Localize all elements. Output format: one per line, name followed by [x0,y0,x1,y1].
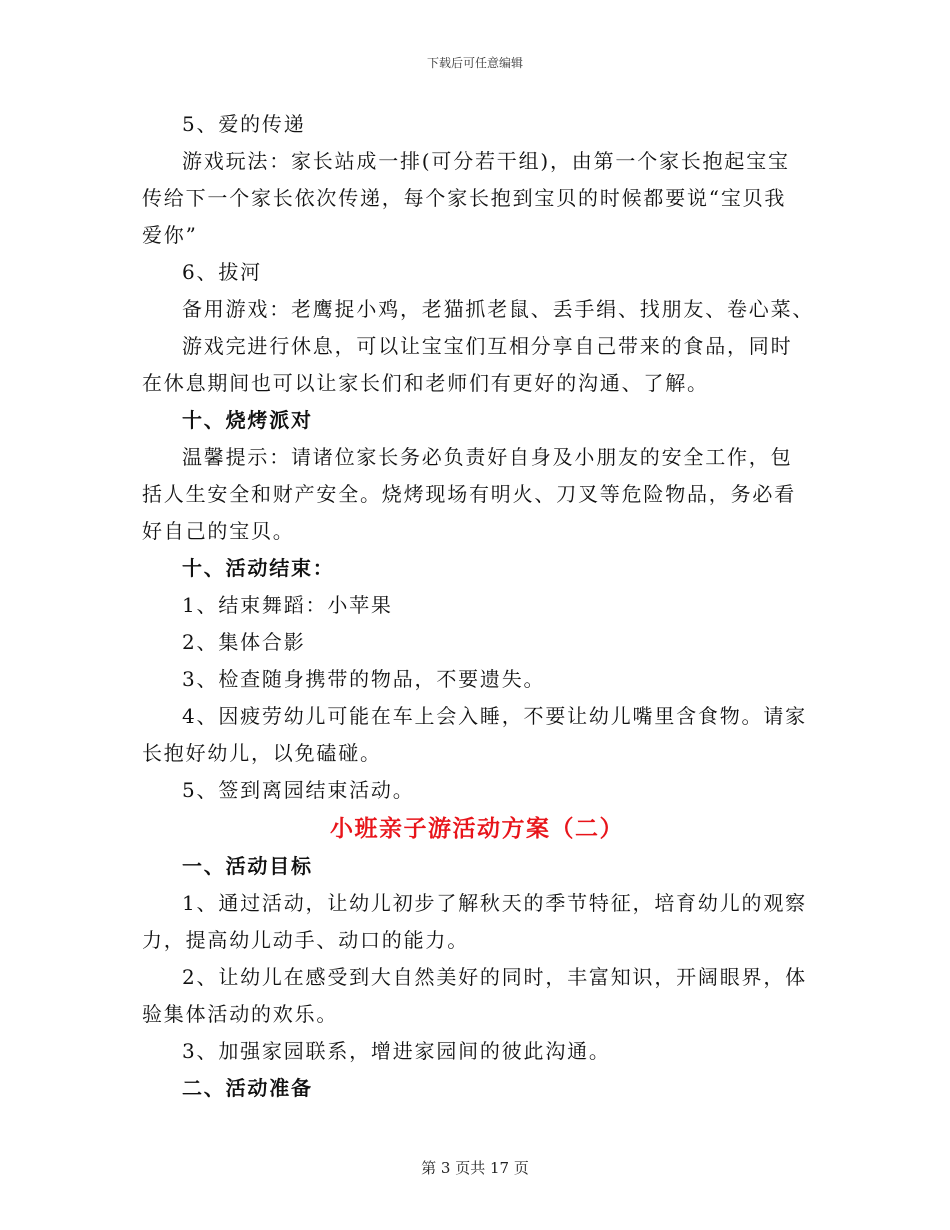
section-heading: 二、活动准备 [182,1076,313,1100]
section-heading: 十、活动结束： [182,556,335,580]
paragraph-line: 备用游戏：老鹰捉小鸡，老猫抓老鼠、丢手绢、找朋友、卷心菜、 [182,297,815,321]
paragraph-line: 温馨提示：请诸位家长务必负责好自身及小朋友的安全工作，包 [182,445,793,469]
paragraph-line: 力，提高幼儿动手、动口的能力。 [142,928,469,952]
list-item: 1、通过活动，让幼儿初步了解秋天的季节特征，培育幼儿的观察 [182,891,807,915]
paragraph-line: 传给下一个家长依次传递，每个家长抱到宝贝的时候都要说“宝贝我 [142,186,787,210]
paragraph-line: 长抱好幼儿，以免磕碰。 [142,741,382,765]
paragraph-line: 爱你” [142,223,198,247]
list-item: 3、检查随身携带的物品，不要遗失。 [182,667,546,691]
paragraph-line: 在休息期间也可以让家长们和老师们有更好的沟通、了解。 [142,371,709,395]
document-body [142,106,815,1107]
list-item: 4、因疲劳幼儿可能在车上会入睡，不要让幼儿嘴里含食物。请家 [182,704,807,728]
page-footer: 第 3 页共 17 页 [421,1159,529,1177]
list-item: 1、结束舞蹈：小苹果 [182,593,393,617]
paragraph-line: 好自己的宝贝。 [142,519,295,543]
section-heading: 一、活动目标 [182,854,313,878]
section-heading: 十、烧烤派对 [182,408,313,432]
item-heading: 6、拔河 [182,260,262,284]
list-item: 3、加强家园联系，增进家园间的彼此沟通。 [182,1039,611,1063]
paragraph-line: 游戏玩法：家长站成一排(可分若干组)，由第一个家长抱起宝宝 [182,149,790,173]
paragraph-line: 游戏完进行休息，可以让宝宝们互相分享自己带来的食品，同时 [182,334,793,358]
list-item: 2、集体合影 [182,630,306,654]
list-item: 2、让幼儿在感受到大自然美好的同时，丰富知识，开阔眼界，体 [182,965,807,989]
page-header: 下载后可任意编辑 [426,56,523,70]
paragraph-line: 验集体活动的欢乐。 [142,1002,339,1026]
list-item: 5、签到离园结束活动。 [182,778,415,802]
document-title: 小班亲子游活动方案（二） [330,815,624,842]
paragraph-line: 括人生安全和财产安全。烧烤现场有明火、刀叉等危险物品，务必看 [142,482,796,506]
item-heading: 5、爱的传递 [182,112,306,136]
